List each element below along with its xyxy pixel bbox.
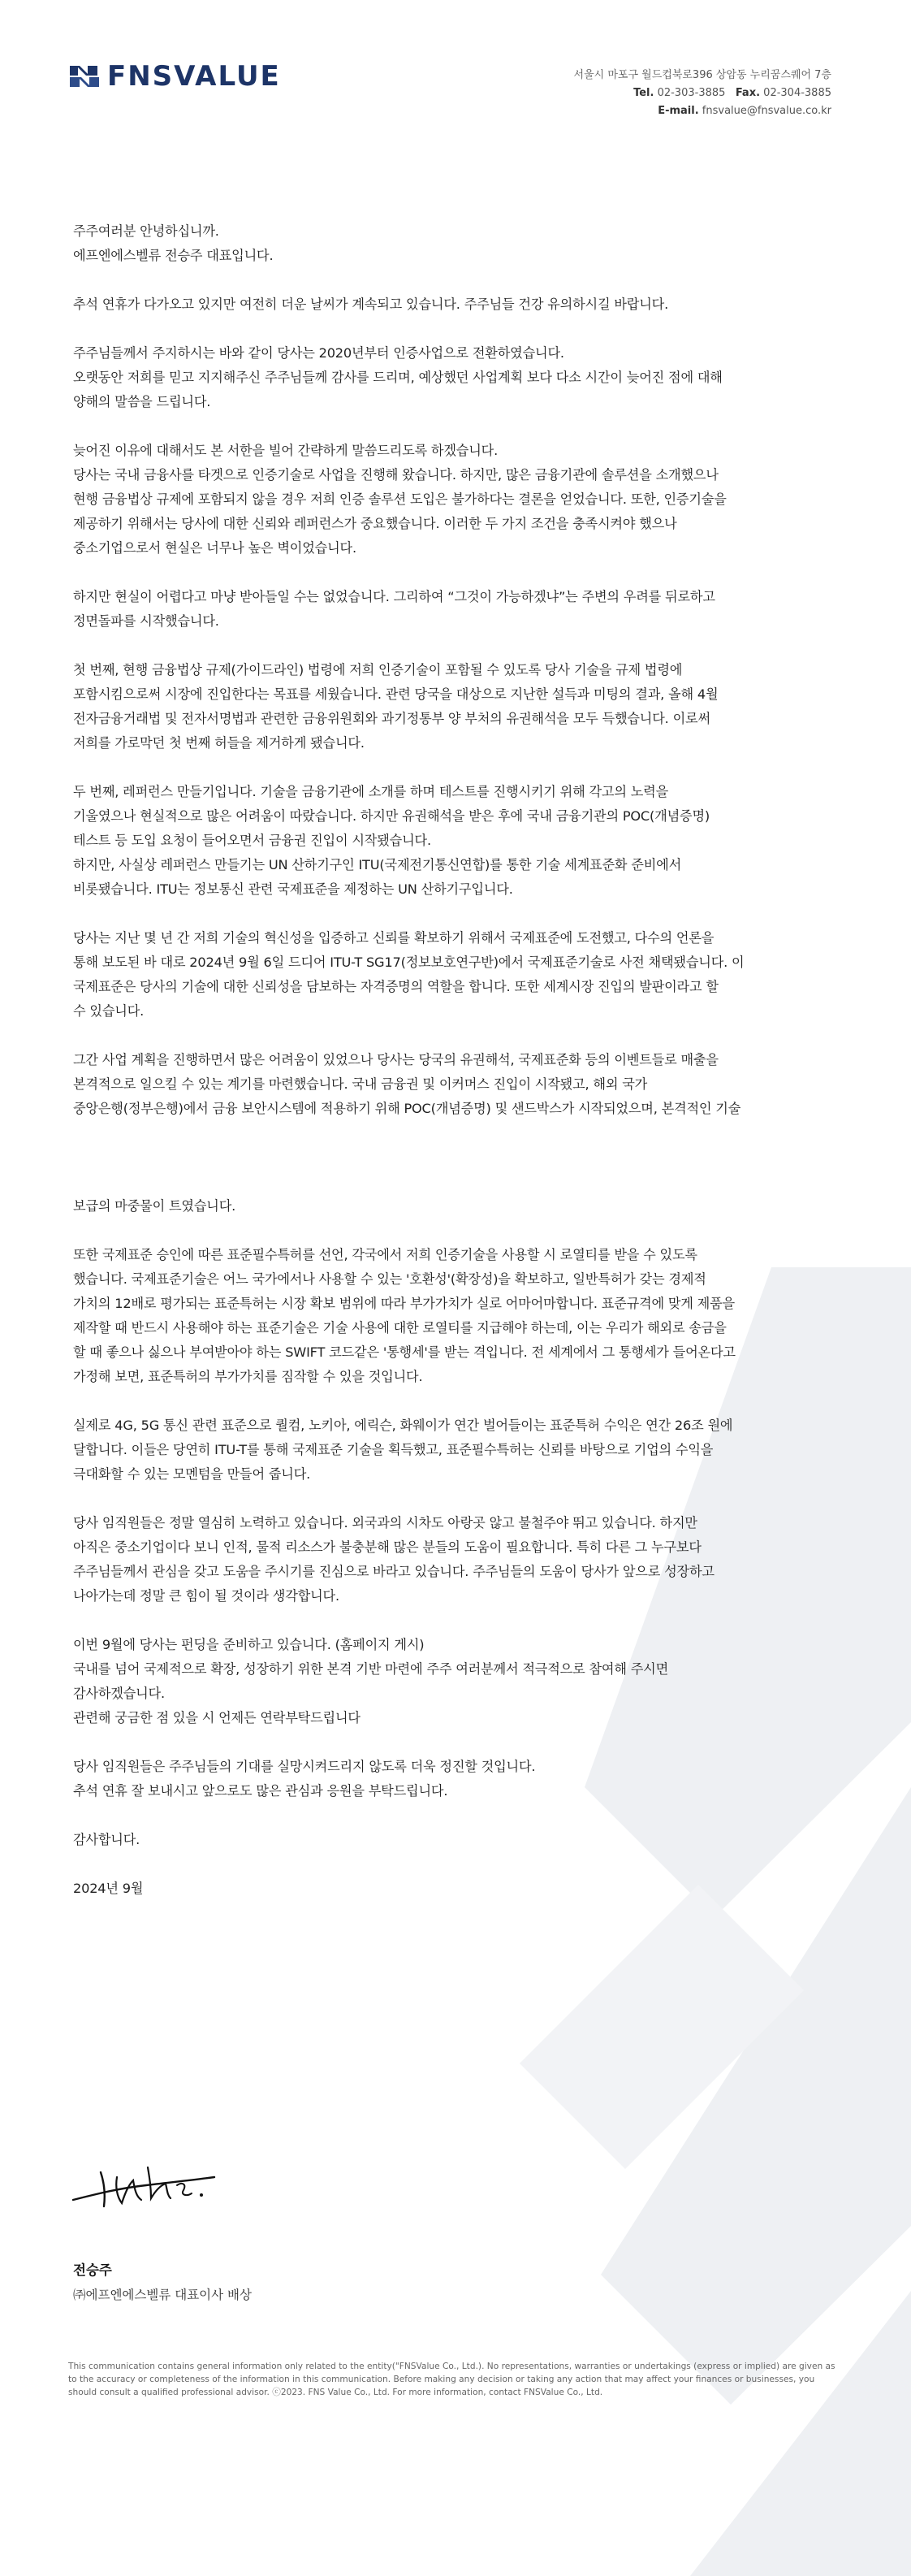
letter-line: 주주여러분 안녕하십니까. — [73, 223, 219, 239]
letter-line: 달합니다. 이들은 당연히 ITU-T를 통해 국제표준 기술을 획득했고, 표준필수특허는 신뢰를 바탕으로 기업의 수익을 — [73, 1442, 714, 1457]
letter-paragraph — [73, 1414, 844, 1487]
signer-name: 전승주 — [73, 2262, 112, 2278]
letter-line: 감사합니다. — [73, 1832, 140, 1847]
letter-line: 양해의 말씀을 드립니다. — [73, 394, 211, 409]
letter-line: 당사는 국내 금융사를 타겟으로 인증기술로 사업을 진행해 왔습니다. 하지만, 많은 금융기관에 솔루션을 소개했으나 — [73, 467, 719, 483]
letter-line: 또한 국제표준 승인에 따른 표준필수특허를 선언, 각국에서 저희 인증기술을 사용할 시 로열티를 받을 수 있도록 — [73, 1247, 697, 1262]
letter-line: 추석 연휴 잘 보내시고 앞으로도 많은 관심과 응원을 부탁드립니다. — [73, 1783, 448, 1799]
letter-line: 제작할 때 반드시 사용해야 하는 표준기술은 기술 사용에 대한 로열티를 지급해야 하는데, 이는 우리가 해외로 송금을 — [73, 1320, 727, 1336]
fax-value: 02-304-3885 — [763, 87, 831, 99]
letter-line: 국내를 넘어 국제적으로 확장, 성장하기 위한 본격 기반 마련에 주주 여러분께서 적극적으로 참여해 주시면 — [73, 1661, 669, 1677]
letter-line: 통해 보도된 바 대로 2024년 9월 6일 드디어 ITU-T SG17(정보보호연구반)에서 국제표준기술로 사전 채택됐습니다. 이 — [73, 955, 745, 970]
letter-line: 이번 9월에 당사는 펀딩을 준비하고 있습니다. (홈페이지 게시) — [73, 1637, 425, 1652]
letter-paragraph — [73, 1633, 844, 1730]
email-line — [574, 102, 831, 120]
letter-line: 실제로 4G, 5G 통신 관련 표준으로 퀄컴, 노키아, 에릭슨, 화웨이가 연간 벌어들이는 표준특허 수익은 연간 26조 원에 — [73, 1418, 733, 1433]
tel-label: Tel. — [633, 87, 654, 99]
letter-line: 제공하기 위해서는 당사에 대한 신뢰와 레퍼런스가 중요했습니다. 이러한 두 가지 조건을 충족시켜야 했으나 — [73, 516, 677, 531]
letter-line: 하지만 현실이 어렵다고 마냥 받아들일 수는 없었습니다. 그리하여 “그것이 가능하겠냐”는 주변의 우려를 뒤로하고 — [73, 589, 715, 604]
letter-paragraph — [73, 292, 844, 317]
letter-line: 아직은 중소기업이다 보니 인적, 물적 리소스가 불충분해 많은 분들의 도움이 필요합니다. 특히 다른 그 누구보다 — [73, 1539, 702, 1555]
letter-line: 두 번째, 레퍼런스 만들기입니다. 기술을 금융기관에 소개를 하며 테스트를 진행시키기 위해 각고의 노력을 — [73, 784, 669, 799]
letter-line: 그간 사업 계획을 진행하면서 많은 어려움이 있었으나 당사는 당국의 유권해석, 국제표준화 등의 이벤트들로 매출을 — [73, 1052, 719, 1067]
letter-line: 첫 번째, 현행 금융법상 규제(가이드라인) 법령에 저희 인증기술이 포함될 수 있도록 당사 기술을 규제 법령에 — [73, 662, 683, 678]
letter-line: 정면돌파를 시작했습니다. — [73, 613, 219, 629]
letter-line: 오랫동안 저희를 믿고 지지해주신 주주님들께 감사를 드리며, 예상했던 사업계획 보다 다소 시간이 늦어진 점에 대해 — [73, 370, 723, 385]
letter-line: 가정해 보면, 표준특허의 부가가치를 짐작할 수 있을 것입니다. — [73, 1369, 423, 1384]
letter-line: 하지만, 사실상 레퍼런스 만들기는 UN 산하기구인 ITU(국제전기통신연합)를 통한 기술 세계표준화 준비에서 — [73, 857, 682, 872]
letter-line: 전자금융거래법 및 전자서명법과 관련한 금융위원회와 과기정통부 양 부처의 유권해석을 모두 득했습니다. 이로써 — [73, 711, 710, 726]
signer-block — [73, 2258, 252, 2307]
letter-paragraph — [73, 780, 844, 902]
letter-paragraph — [73, 439, 844, 561]
handwritten-signature — [68, 2153, 222, 2211]
letter-line: 늦어진 이유에 대해서도 본 서한을 빌어 간략하게 말씀드리도록 하겠습니다. — [73, 443, 499, 458]
signer-title: ㈜에프엔에스벨류 대표이사 배상 — [73, 2288, 253, 2302]
letter-line: 포함시킴으로써 시장에 진입한다는 목표를 세웠습니다. 관련 당국을 대상으로 지난한 설득과 미팅의 결과, 올해 4월 — [73, 686, 719, 702]
tel-value: 02-303-3885 — [657, 87, 726, 99]
company-logo — [68, 60, 281, 93]
letter-line: 했습니다. 국제표준기술은 어느 국가에서나 사용할 수 있는 '호환성'(확장성)을 확보하고, 일반특허가 갖는 경제적 — [73, 1271, 706, 1287]
letter-paragraph — [73, 1194, 844, 1219]
letter-paragraph — [73, 1828, 844, 1852]
letter-line: 중소기업으로서 현실은 너무나 높은 벽이었습니다. — [73, 540, 356, 556]
letter-line: 국제표준은 당사의 기술에 대한 신뢰성을 담보하는 자격증명의 역할을 합니다. 또한 세계시장 진입의 발판이라고 할 — [73, 979, 719, 994]
letter-paragraph — [73, 658, 844, 755]
letter-line: 나아가는데 정말 큰 힘이 될 것이라 생각합니다. — [73, 1588, 339, 1604]
letter-paragraph — [73, 341, 844, 414]
letter-paragraph — [73, 1511, 844, 1608]
letterhead — [0, 0, 911, 138]
letter-line: 본격적으로 일으킬 수 있는 계기를 마련했습니다. 국내 금융권 및 이커머스 진입이 시작됐고, 해외 국가 — [73, 1076, 648, 1092]
letter-line: 관련해 궁금한 점 있을 시 언제든 연락부탁드립니다 — [73, 1710, 361, 1725]
letter-paragraph — [73, 219, 844, 268]
contact-block — [574, 67, 831, 120]
address-line: 서울시 마포구 월드컵북로396 상암동 누리꿈스퀘어 7층 — [573, 69, 831, 81]
legal-disclaimer: This communication contains general information only related to the entity("FNSValue Co., Ltd.). No representations, warranties or undertakings (express or implied) are given as to the accuracy or completeness of the information in this communication. Before making any decision or taking any action that may affect your finances or businesses, you should consult a qualified professional advisor. ⓒ2023. FNS Value Co., Ltd. For more information, contact FNSValue Co., Ltd. — [68, 2362, 835, 2397]
letter-line: 저희를 가로막던 첫 번째 허들을 제거하게 됐습니다. — [73, 735, 365, 751]
letter-paragraph — [73, 585, 844, 634]
letter-paragraph — [73, 1243, 844, 1389]
letter-line: 당사는 지난 몇 년 간 저희 기술의 혁신성을 입증하고 신뢰를 확보하기 위해서 국제표준에 도전했고, 다수의 언론을 — [73, 930, 715, 946]
letter-paragraph — [73, 926, 844, 1024]
letter-paragraph — [73, 1877, 844, 1901]
letter-line: 감사하겠습니다. — [73, 1686, 166, 1701]
logo-wordmark: FNSVALUE — [107, 60, 281, 93]
letter-line: 추석 연휴가 다가오고 있지만 여전히 더운 날씨가 계속되고 있습니다. 주주님들 건강 유의하시길 바랍니다. — [73, 297, 669, 312]
fax-label: Fax. — [735, 87, 761, 99]
letter-line: 현행 금융법상 규제에 포함되지 않을 경우 저희 인증 솔루션 도입은 불가하다는 결론을 얻었습니다. 또한, 인증기술을 — [73, 491, 727, 507]
letter-line: 중앙은행(정부은행)에서 금융 보안시스템에 적용하기 위해 POC(개념증명) 및 샌드박스가 시작되었으며, 본격적인 기술 — [73, 1101, 741, 1116]
email-label: E-mail. — [658, 105, 699, 117]
letter-paragraph — [73, 1755, 844, 1803]
letter-line: 당사 임직원들은 정말 열심히 노력하고 있습니다. 외국과의 시차도 아랑곳 않고 불철주야 뛰고 있습니다. 하지만 — [73, 1515, 697, 1530]
letter-body — [73, 195, 844, 1901]
letter-line: 테스트 등 도입 요청이 들어오면서 금융권 진입이 시작됐습니다. — [73, 833, 431, 848]
letter-line: 주주님들께서 관심을 갖고 도움을 주시기를 진심으로 바라고 있습니다. 주주님들의 도움이 당사가 앞으로 성장하고 — [73, 1564, 715, 1579]
letter-paragraph — [73, 1048, 844, 1121]
letter-line: 비롯됐습니다. ITU는 정보통신 관련 국제표준을 제정하는 UN 산하기구입니다. — [73, 881, 513, 897]
letter-line: 당사 임직원들은 주주님들의 기대를 실망시켜드리지 않도록 더욱 정진할 것입니다. — [73, 1759, 536, 1774]
letter-line: 수 있습니다. — [73, 1003, 145, 1019]
letter-line: 2024년 9월 — [73, 1881, 144, 1896]
fnsvalue-logo-icon — [68, 63, 101, 90]
letter-line: 할 때 좋으나 싫으나 부여받아야 하는 SWIFT 코드같은 '통행세'를 받는 격입니다. 전 세계에서 그 통행세가 들어온다고 — [73, 1344, 736, 1360]
letter-line: 에프엔에스벨류 전승주 대표입니다. — [73, 248, 274, 263]
letter-line: 주주님들께서 주지하시는 바와 같이 당사는 2020년부터 인증사업으로 전환하였습니다. — [73, 345, 564, 361]
phone-fax-line — [574, 84, 831, 102]
letter-line: 극대화할 수 있는 모멘텀을 만들어 줍니다. — [73, 1466, 311, 1482]
letter-line: 보급의 마중물이 트였습니다. — [73, 1198, 236, 1214]
letter-line: 가치의 12배로 평가되는 표준특허는 시장 확보 범위에 따라 부가가치가 실로 어마어마합니다. 표준규격에 맞게 제품을 — [73, 1296, 735, 1311]
letter-line: 기울였으나 현실적으로 많은 어려움이 따랐습니다. 하지만 유권해석을 받은 후에 국내 금융기관의 POC(개념증명) — [73, 808, 710, 824]
email-value: fnsvalue@fnsvalue.co.kr — [702, 105, 831, 117]
